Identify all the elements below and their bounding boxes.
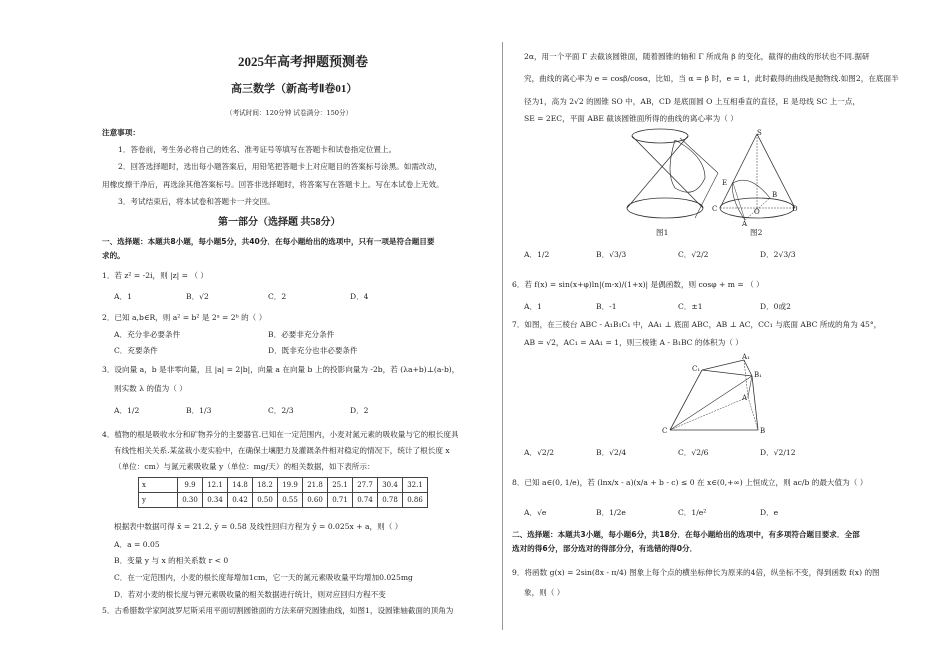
exam-title: 2025年高考押题预测卷 [238,54,369,69]
q7-option-a: A．√2/2 [524,448,555,457]
q6-option-b: B．-1 [596,302,617,311]
q6-option-d: D．0或2 [760,302,791,311]
table-cell: 32.1 [403,478,428,493]
q5-option-d: D．2√3/3 [760,250,796,259]
q5-fig2-label-b: B [772,191,778,199]
q4-option-a: A．a = 0.05 [114,540,160,549]
note-3: 3．考试结束后，将本试卷和答题卡一并交回。 [118,197,275,206]
q2-option-d: D．既非充分也非必要条件 [268,346,358,355]
q5-option-c: C．√2/2 [678,250,709,259]
note-2: 2．回答选择题时，选出每小题答案后，用铅笔把答题卡上对应题目的答案标号涂黑。如需改动， [118,162,442,171]
q2-stem: 2．已知 a,b∈R，则 a² = b² 是 2ᵃ = 2ᵇ 的（ ） [102,313,267,322]
notes-heading: 注意事项： [102,128,140,137]
q4-option-d: D．若对小麦的根长度与钾元素吸收量的相关数据进行统计，则对应回归方程不变 [114,590,386,599]
q5-figure2-caption: 图2 [750,228,763,237]
q7-label-c1: C₁ [692,365,701,373]
q7-stem: 7．如图，在三棱台 ABC - A₁B₁C₁ 中，AA₁ ⊥ 底面 ABC，AB ⊥ AC，CC₁ 与底面 ABC 所成的角为 45°， [512,320,882,329]
q7-option-c: C．√2/6 [678,448,709,457]
section1-heading-cont: 求的。 [102,251,125,260]
q5-option-a: A．1/2 [524,250,550,259]
q7-option-b: B．√2/4 [596,448,627,457]
q3-option-d: D．2 [350,406,369,415]
table-cell: 30.4 [378,478,403,493]
q5-stem-cont2: 究，曲线的离心率为 e = cosβ/cosα，比如，当 α = β 时，e = 1，此时截得的曲线是抛物线.如图2，在底面半 [524,74,899,83]
q7-label-b1: B₁ [754,371,762,379]
column-divider [502,42,503,630]
section2-heading-cont: 选对的得6分，部分选对的得部分分，有选错的得0分． [512,544,698,553]
table-cell: 0.78 [378,493,403,508]
q7-label-a: A [742,394,748,402]
table-cell: x [139,478,178,493]
q5-option-b: B．√3/3 [596,250,627,259]
table-cell: 0.42 [228,493,253,508]
q9-stem-cont: 象，则（ ） [524,588,565,597]
q3-stem: 3．设向量 a，b 是非零向量，且 |a| = 2|b|，向量 a 在向量 b 上的投影向量为 -2b，若 (λa+b)⊥(a-b)， [102,365,460,374]
q5-stem-cont3: 径为1，高为 2√2 的圆锥 SO 中，AB，CD 是底面圆 O 上互相垂直的直径，E 是母线 SC 上一点， [524,97,861,106]
table-cell: 9.9 [178,478,203,493]
q2-option-a: A．充分非必要条件 [114,330,181,339]
q5-figure1-cone-diagram [620,128,728,228]
note-1: 1．答卷前，考生务必将自己的姓名、准考证号等填写在答题卡和试卷指定位置上。 [118,145,397,154]
table-cell: 25.1 [328,478,353,493]
q3-option-c: C．2/3 [268,406,294,415]
q1-option-a: A．1 [114,292,132,301]
q1-option-b: B．√2 [186,292,209,301]
section2-heading: 二、选择题：本题共3小题，每小题6分，共18分．在每小题给出的选项中，有多项符合题目要求．全部 [512,530,860,539]
table-cell: 0.55 [278,493,303,508]
table-cell: 14.8 [228,478,253,493]
q1-option-d: D．4 [350,292,369,301]
q6-stem: 6．若 f(x) = sin(x+φ)ln|(m-x)/(1+x)| 是偶函数，则 cosφ + m = （ ） [512,280,764,289]
table-cell: 12.1 [203,478,228,493]
q4-stem-cont2: （单位：cm）与氮元素吸收量 y（单位：mg/天）的相关数据，如下表所示： [114,462,375,471]
q8-option-a: A．√e [524,508,547,517]
q2-option-b: B．必要非充分条件 [268,330,335,339]
table-cell: y [139,493,178,508]
q5-fig2-label-d: D [792,205,798,213]
q7-label-b: B [760,427,766,435]
q1-option-c: C．2 [268,292,287,301]
q5-fig2-label-s: S [757,129,762,137]
q4-stem: 4．植物的根是吸收水分和矿物养分的主要器官.已知在一定范围内，小麦对氮元素的吸收量与它的根长度具 [102,430,459,439]
table-cell: 21.8 [303,478,328,493]
q8-option-d: D．e [760,508,779,517]
q6-option-c: C．±1 [678,302,703,311]
q7-frustum-diagram [660,352,770,437]
table-cell: 0.50 [253,493,278,508]
part1-heading: 第一部分（选择题 共58分） [218,217,341,228]
table-cell: 18.2 [253,478,278,493]
table-cell: 0.74 [353,493,378,508]
note-2-cont: 用橡皮擦干净后，再选涂其他答案标号。回答非选择题时，将答案写在答题卡上。写在本试卷上无效。 [102,180,444,189]
section1-heading: 一、选择题：本题共8小题，每小题5分，共40分．在每小题给出的选项中，只有一项是符合题目要 [102,237,435,246]
table-cell: 0.60 [303,493,328,508]
q3-option-b: B．1/3 [186,406,212,415]
q5-stem-cont4: SE = 2EC，平面 ABE 截该圆锥面所得的曲线的离心率为（ ） [524,114,738,123]
q8-option-b: B．1/2e [596,508,626,517]
q7-option-d: D．√2/12 [760,448,796,457]
q5-figure1-caption: 图1 [656,228,669,237]
q6-option-a: A．1 [524,302,542,311]
q2-option-c: C．充要条件 [114,346,158,355]
q4-stem-cont1: 有线性相关关系.某盆栽小麦实验中，在确保土壤肥力及灌溉条件相对稳定的情况下，统计了根长度 x [114,446,450,455]
q4-data-table [138,477,428,508]
q5-fig2-label-e: E [722,179,728,187]
q5-stem: 5．古希腊数学家阿波罗尼斯采用平面切割圆锥面的方法来研究圆锥曲线，如图1，设圆锥轴截面的顶角为 [102,606,454,615]
table-cell: 0.71 [328,493,353,508]
q7-label-a1: A₁ [742,353,750,361]
right-column [510,0,900,672]
q7-stem-cont: AB = √2，AC₁ = AA₁ = 1，则三棱锥 A - B₁BC 的体积为（ ） [524,338,743,347]
q5-stem-cont1: 2α，用一个平面 Γ 去截该圆锥面，随着圆锥的轴和 Γ 所成角 β 的变化，截得的曲线的形状也不同.据研 [524,52,870,61]
q4-option-b: B．变量 y 与 x 的相关系数 r < 0 [114,556,229,565]
table-cell: 0.34 [203,493,228,508]
q5-fig2-label-a: A [742,220,748,228]
left-column [100,0,496,672]
q4-stem-cont3: 根据表中数据可得 x̄ = 21.2, ȳ = 0.58 及线性回归方程为 ŷ = 0.025x + a，则（ ） [114,522,403,531]
q7-label-c: C [662,427,668,435]
exam-info: （考试时间：120分钟 试卷满分：150分） [226,109,353,117]
q3-stem-cont: 则实数 λ 的值为（ ） [114,384,187,393]
table-row [139,478,428,493]
table-cell: 27.7 [353,478,378,493]
q4-option-c: C．在一定范围内，小麦的根长度每增加1cm，它一天的氮元素吸收量平均增加0.025mg [114,573,413,582]
table-cell: 19.9 [278,478,303,493]
table-cell: 0.86 [403,493,428,508]
exam-subtitle: 高三数学（新高考Ⅱ卷01） [231,83,358,95]
q8-stem: 8．已知 a∈(0, 1/e)，若 (lnx/x - a)(x/a + b - c) ≤ 0 在 x∈(0,+∞) 上恒成立，则 ac/b 的最大值为（ ） [512,478,868,487]
table-cell: 0.30 [178,493,203,508]
q1-stem: 1．若 z² = -2i，则 |z| = （ ） [102,271,209,280]
q5-fig2-label-o: O [754,208,760,216]
q9-stem: 9．将函数 g(x) = 2sin(8x - π/4) 图象上每个点的横坐标伸长为原来的4倍，纵坐标不变，得到函数 f(x) 的图 [512,568,880,577]
table-row [139,493,428,508]
q5-fig2-label-c: C [712,205,718,213]
q3-option-a: A．1/2 [114,406,140,415]
q8-option-c: C．1/e² [678,508,707,517]
